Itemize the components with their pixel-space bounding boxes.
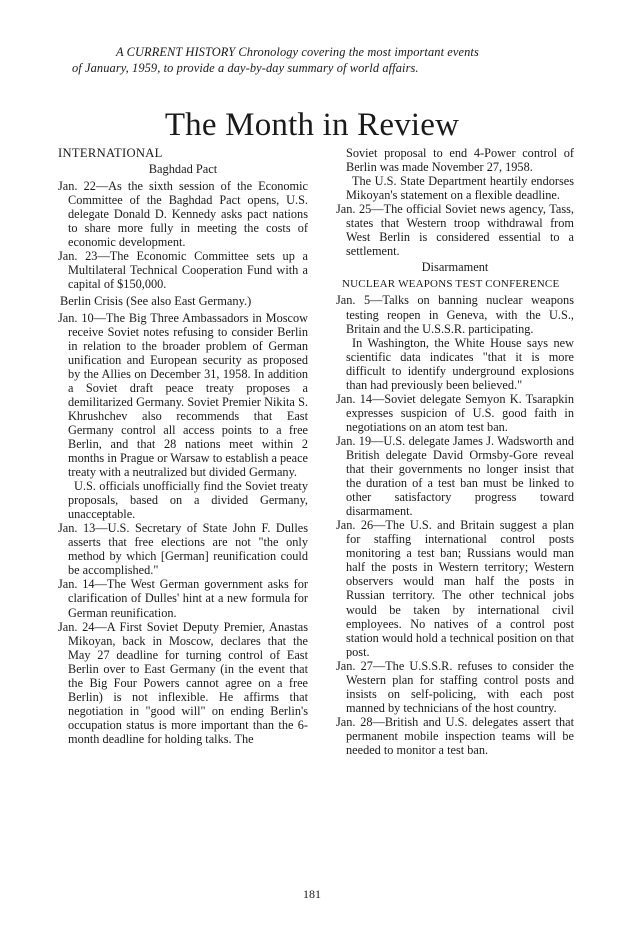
entry-baghdad-jan22: Jan. 22—As the sixth session of the Economic Committee of the Baghdad Pact opens, U.S. delegate Donald D. Kennedy asks pact nations to share more fully in meeting the costs of economic development. <box>58 179 308 250</box>
entry-disarmament-jan28: Jan. 28—British and U.S. delegates assert that permanent mobile inspection teams will be needed to monitor a test ban. <box>336 714 574 757</box>
entry-berlin-continued: Soviet proposal to end 4-Power control of Berlin was made November 27, 1958. <box>346 146 574 175</box>
entry-disarmament-jan14: Jan. 14—Soviet delegate Semyon K. Tsarapkin expresses suspicion of U.S. good faith in negotiations on an atom test ban. <box>336 391 574 434</box>
subheading-disarmament: Disarmament <box>421 260 489 275</box>
page-number: 181 <box>303 887 321 901</box>
entry-berlin-jan14: Jan. 14—The West German government asks for clarification of Dulles' hint at a new formula for German reunification. <box>58 577 308 620</box>
entry-disarmament-jan19: Jan. 19—U.S. delegate James J. Wadsworth and British delegate David Ormsby-Gore reveal that their governments no longer insist that the duration of a test ban must be linked to other satisfactory progress toward disarmament. <box>336 433 574 519</box>
chronology-intro <box>72 44 572 76</box>
entry-disarmament-jan27: Jan. 27—The U.S.S.R. refuses to consider the Western plan for staffing control posts and insists on self-policing, with each post manned by technicians of the host country. <box>336 658 574 715</box>
entry-berlin-continued-2: The U.S. State Department heartily endorses Mikoyan's statement on a flexible deadline. <box>346 174 574 203</box>
section-heading-international: INTERNATIONAL <box>58 146 163 160</box>
subheading-berlin-crisis: Berlin Crisis (See also East Germany.) <box>60 294 252 309</box>
left-column <box>58 146 308 746</box>
intro-line-2: of January, 1959, to provide a day-by-day summary of world affairs. <box>72 61 419 75</box>
entry-berlin-jan25: Jan. 25—The official Soviet news agency, Tass, states that Western troop withdrawal from West Berlin is considered essential to a settlement. <box>336 202 574 259</box>
entry-berlin-jan13: Jan. 13—U.S. Secretary of State John F. Dulles asserts that free elections are not "the only method by which [German] reunification could be accomplished." <box>58 521 308 578</box>
entry-berlin-jan10: Jan. 10—The Big Three Ambassadors in Moscow receive Soviet notes refusing to consider Berlin in relation to the broader problem of German unification and European security as proposed by the Allies on December 31, 1958. In addition a Soviet draft peace treaty proposes a demilitarized Germany. Soviet Premier Nikita S. Khrushchev also recommends that East Germany control all access points to a free Berlin, and that 28 nations meet within 2 months in Prague or Warsaw to establish a peace treaty with a neutralized but divided Germany. <box>58 310 308 480</box>
subheading-nuclear-test-conference: NUCLEAR WEAPONS TEST CONFERENCE <box>342 278 560 291</box>
entry-disarmament-jan5-cont: In Washington, the White House says new scientific data indicates "that it is more difficult to identify underground explosions than had previously been believed." <box>346 335 574 392</box>
entry-disarmament-jan26: Jan. 26—The U.S. and Britain suggest a plan for staffing international control posts monitoring a test ban; Russians would man half the posts in Western territory; Western observers would man half the posts in Russian territory. The other technical jobs would be taken by international civil employees. No natives of a control post station would hold a technical position on that post. <box>336 518 574 659</box>
entry-berlin-jan10-cont: U.S. officials unofficially find the Soviet treaty proposals, based on a divided Germany, unacceptable. <box>68 479 308 522</box>
intro-line-1: A CURRENT HISTORY Chronology covering the most important events <box>116 45 479 59</box>
subheading-baghdad-pact: Baghdad Pact <box>148 162 218 177</box>
entry-baghdad-jan23: Jan. 23—The Economic Committee sets up a Multilateral Technical Cooperation Fund with a capital of $150,000. <box>58 249 308 292</box>
entry-disarmament-jan5: Jan. 5—Talks on banning nuclear weapons testing reopen in Geneva, with the U.S., Britain and the U.S.S.R. participating. <box>336 293 574 336</box>
page-title: The Month in Review <box>164 107 460 143</box>
entry-berlin-jan24: Jan. 24—A First Soviet Deputy Premier, Anastas Mikoyan, back in Moscow, declares that the May 27 deadline for turning control of East Berlin over to East Germany (in the event that the Big Four Powers cannot agree on a free Berlin) is not inflexible. He affirms that negotiation in "good will" on ending Berlin's occupation status is more important than the 6-month deadline for holding talks. The <box>58 619 308 746</box>
right-column <box>336 146 574 757</box>
